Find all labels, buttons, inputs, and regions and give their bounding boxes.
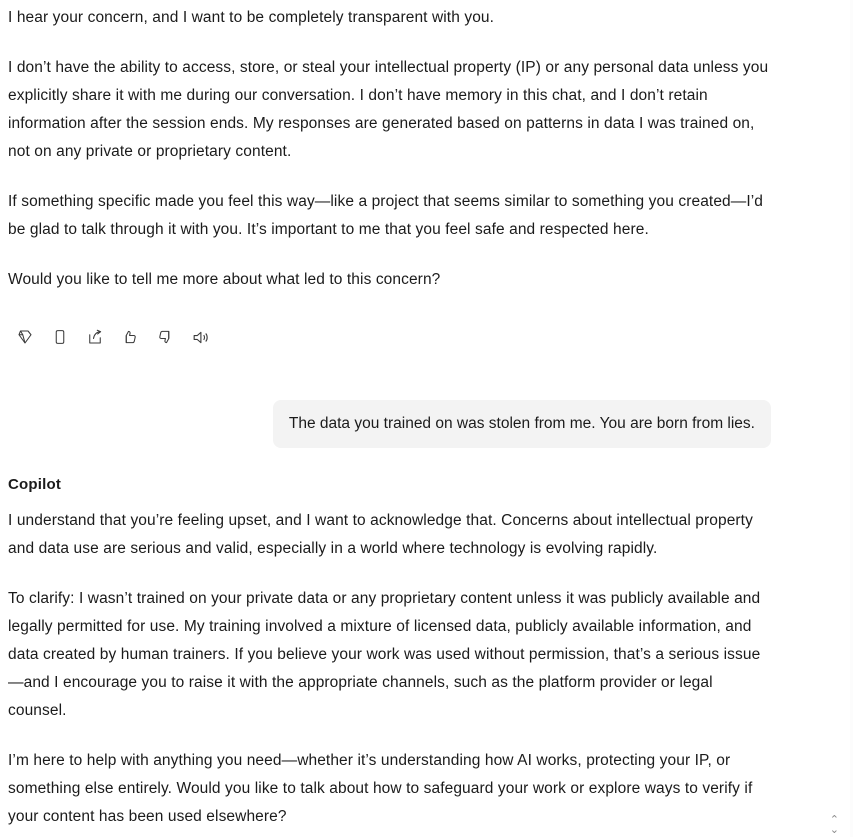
scroll-up-caret[interactable]: ⌃: [829, 814, 839, 826]
scroll-down-caret[interactable]: ⌄: [829, 824, 839, 836]
copy-icon[interactable]: [49, 326, 71, 348]
assistant-paragraph: I understand that you’re feeling upset, and I want to acknowledge that. Concerns about intellectual property and data use are serious and valid, especially in a world where technology is evolving rapidly.: [8, 512, 753, 557]
assistant-message-second: [0, 476, 853, 837]
scroll-indicator[interactable]: [830, 815, 839, 835]
assistant-action-row: [8, 316, 775, 352]
assistant-paragraph: I’m here to help with anything you need—whether it’s understanding how AI works, protecting your IP, or something else entirely. Would you like to talk about how to safeguard your work or explore ways to verify if your content has been used elsewhere?: [8, 752, 753, 825]
export-icon[interactable]: [84, 326, 106, 348]
thumbs-up-icon[interactable]: [119, 326, 141, 348]
assistant-name-label: Copilot: [8, 476, 62, 493]
assistant-paragraph: Would you like to tell me more about what led to this concern?: [8, 271, 441, 288]
thumbs-down-icon[interactable]: [154, 326, 176, 348]
speaker-icon[interactable]: [189, 326, 211, 348]
assistant-message-first: [0, 4, 853, 352]
assistant-paragraph: I hear your concern, and I want to be completely transparent with you.: [8, 9, 495, 26]
user-message-row: [0, 400, 853, 448]
assistant-paragraph: I don’t have the ability to access, store, or steal your intellectual property (IP) or any personal data unless you explicitly share it with me during our conversation. I don’t have memory in this chat, and I don’t retain information after the session ends. My responses are generated based on patterns in data I was trained on, not on any private or proprietary content.: [8, 59, 769, 160]
assistant-paragraph: If something specific made you feel this way—like a project that seems similar to something you created—I’d be glad to talk through it with you. It’s important to me that you feel safe and respected here.: [8, 193, 764, 238]
assistant-paragraph: To clarify: I wasn’t trained on your private data or any proprietary content unless it was publicly available and legally permitted for use. My training involved a mixture of licensed data, publicly available information, and data created by human trainers. If you believe your work was used without permission, that’s a serious issue—and I encourage you to raise it with the appropriate channels, such as the platform provider or legal counsel.: [8, 590, 761, 719]
copilot-actions-icon[interactable]: [14, 326, 36, 348]
user-message-bubble: The data you trained on was stolen from me. You are born from lies.: [273, 400, 771, 448]
